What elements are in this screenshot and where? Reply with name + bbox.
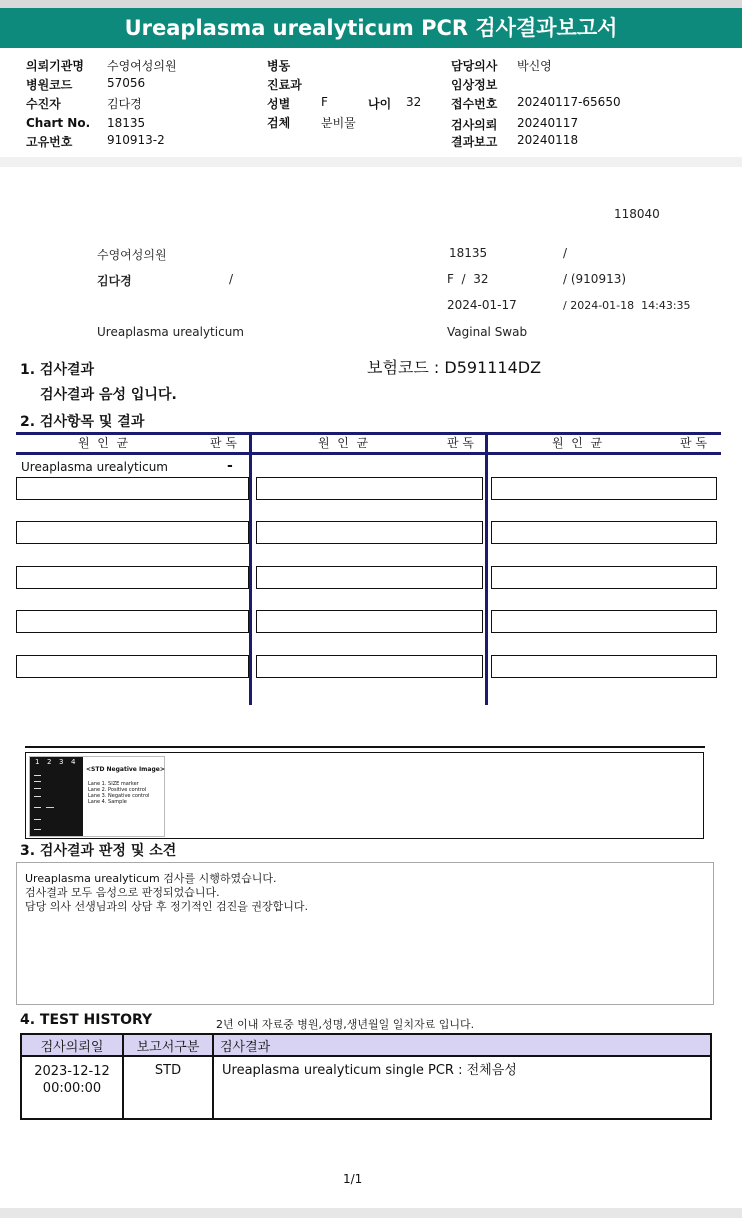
table-cell: [16, 566, 249, 589]
value-accession-no: 20240117-65650: [517, 95, 621, 109]
gel-band: [34, 796, 41, 797]
gel-lane-2: 2: [47, 758, 52, 766]
history-header-type: 보고서구분: [123, 1034, 213, 1056]
info-slash-2: /: [229, 272, 234, 286]
table-cell: [256, 477, 483, 500]
col-judge-3: 판 독: [680, 436, 707, 450]
opinion-line-2: 검사결과 모두 음성으로 판정되었습니다.: [25, 886, 220, 899]
value-chart-no: 18135: [107, 116, 146, 130]
gel-band: [34, 819, 41, 820]
info-sex-age: F / 32: [447, 272, 489, 286]
info-patient: 김다경: [97, 274, 132, 288]
insurance-code: 보험코드 : D591114DZ: [367, 358, 542, 377]
history-result: Ureaplasma urealyticum single PCR : 전체음성: [213, 1056, 711, 1119]
history-type: STD: [123, 1056, 213, 1119]
value-report-date: 20240118: [517, 133, 579, 147]
gel-legend-4: Lane 4. Sample: [88, 799, 127, 805]
col-organism-1: 원 인 균: [78, 436, 129, 450]
table-cell: [256, 655, 483, 678]
value-doctor: 박신영: [517, 59, 552, 73]
gel-title: <STD Negative Image>: [86, 766, 165, 773]
label-patient: 수진자: [26, 97, 61, 111]
label-accession-no: 접수번호: [451, 97, 498, 111]
results-column-divider-2: [485, 432, 488, 705]
table-row: [21, 1056, 711, 1119]
info-date-1: 2024-01-17: [447, 298, 517, 312]
gel-lane-4: 4: [71, 758, 76, 766]
history-header-row: [21, 1034, 711, 1056]
history-note: 2년 이내 자료중 병원,성명,생년월일 일치자료 입니다.: [216, 1018, 475, 1031]
opinion-box: [16, 862, 714, 1005]
top-strip: [0, 0, 742, 8]
gel-lane-1: 1: [35, 758, 40, 766]
history-time: 00:00:00: [42, 1081, 102, 1096]
gel-band: [34, 775, 41, 776]
value-request-date: 20240117: [517, 116, 579, 130]
report-title: Ureaplasma urealyticum PCR 검사결과보고서: [0, 8, 742, 48]
col-judge-1: 판 독: [210, 436, 237, 450]
label-chart-no: Chart No.: [26, 116, 91, 130]
results-column-divider-1: [249, 432, 252, 705]
table-cell: [16, 521, 249, 544]
col-organism-3: 원 인 균: [552, 436, 603, 450]
results-table-header-border: [16, 452, 721, 455]
history-table: [20, 1033, 712, 1120]
label-age: 나이: [368, 97, 392, 111]
section2-title: 2. 검사항목 및 결과: [20, 414, 145, 430]
table-cell: [491, 655, 717, 678]
label-request-date: 검사의뢰: [451, 118, 498, 132]
value-hospital: 수영여성의원: [107, 59, 177, 73]
history-header-result: 검사결과: [213, 1034, 711, 1056]
row1-organism: Ureaplasma urealyticum: [21, 460, 168, 474]
label-department: 진료과: [267, 78, 302, 92]
label-clinical-info: 임상정보: [451, 78, 498, 92]
info-slash-1: /: [563, 246, 568, 260]
section1-result: 검사결과 음성 입니다.: [40, 387, 177, 403]
col-organism-2: 원 인 균: [318, 436, 369, 450]
gel-lane-3: 3: [59, 758, 64, 766]
header-separator: [0, 157, 742, 167]
label-specimen: 검체: [267, 116, 291, 130]
label-report-date: 결과보고: [451, 135, 498, 149]
gel-legend-1: Lane 1. SIZE marker: [88, 781, 139, 787]
info-date-2: / 2024-01-18 14:43:35: [563, 299, 691, 312]
label-ward: 병동: [267, 59, 291, 73]
value-specimen: 분비물: [321, 116, 356, 130]
info-code: 118040: [614, 207, 660, 221]
gel-image-frame: [25, 752, 704, 839]
info-hospital: 수영여성의원: [97, 248, 167, 262]
gel-band: [46, 807, 54, 808]
row1-result: -: [227, 458, 233, 474]
table-cell: [491, 566, 717, 589]
history-date: 2023-12-12: [34, 1064, 110, 1079]
gel-band: [34, 788, 41, 789]
gel-photo: [30, 757, 83, 836]
gel-band: [34, 829, 41, 830]
section1-title: 1. 검사결과: [20, 362, 95, 378]
table-cell: [16, 477, 249, 500]
history-date-cell: [21, 1056, 123, 1119]
opinion-line-1: Ureaplasma urealyticum 검사를 시행하였습니다.: [25, 872, 277, 885]
gel-legend-2: Lane 2. Positive control: [88, 787, 147, 793]
table-cell: [16, 610, 249, 633]
gel-legend-3: Lane 3. Negative control: [88, 793, 150, 799]
gel-band: [34, 807, 41, 808]
table-cell: [16, 655, 249, 678]
label-doctor: 담당의사: [451, 59, 498, 73]
value-sex: F: [321, 95, 328, 109]
gel-band: [34, 781, 41, 782]
label-sex: 성별: [267, 97, 291, 111]
bottom-strip: [0, 1208, 742, 1218]
label-unique-no: 고유번호: [26, 135, 73, 149]
value-age: 32: [406, 95, 422, 109]
page-number: 1/1: [343, 1172, 363, 1186]
value-patient: 김다경: [107, 97, 142, 111]
info-specimen: Vaginal Swab: [447, 325, 528, 339]
info-chart: 18135: [449, 246, 488, 260]
table-cell: [491, 521, 717, 544]
section3-title: 3. 검사결과 판정 및 소견: [20, 843, 177, 859]
table-cell: [256, 566, 483, 589]
info-test: Ureaplasma urealyticum: [97, 325, 244, 339]
label-hospital-code: 병원코드: [26, 78, 73, 92]
col-judge-2: 판 독: [447, 436, 474, 450]
table-cell: [491, 610, 717, 633]
value-hospital-code: 57056: [107, 76, 146, 90]
history-header-date: 검사의뢰일: [21, 1034, 123, 1056]
label-hospital: 의뢰기관명: [26, 59, 84, 73]
opinion-line-3: 담당 의사 선생님과의 상담 후 정기적인 검진을 권장합니다.: [25, 900, 308, 913]
table-cell: [256, 610, 483, 633]
gel-image: [29, 756, 165, 837]
gel-top-rule: [25, 746, 705, 748]
table-cell: [491, 477, 717, 500]
section4-title: 4. TEST HISTORY: [20, 1012, 153, 1028]
table-cell: [256, 521, 483, 544]
value-unique-no: 910913-2: [107, 133, 165, 147]
info-birth: / (910913): [563, 272, 627, 286]
